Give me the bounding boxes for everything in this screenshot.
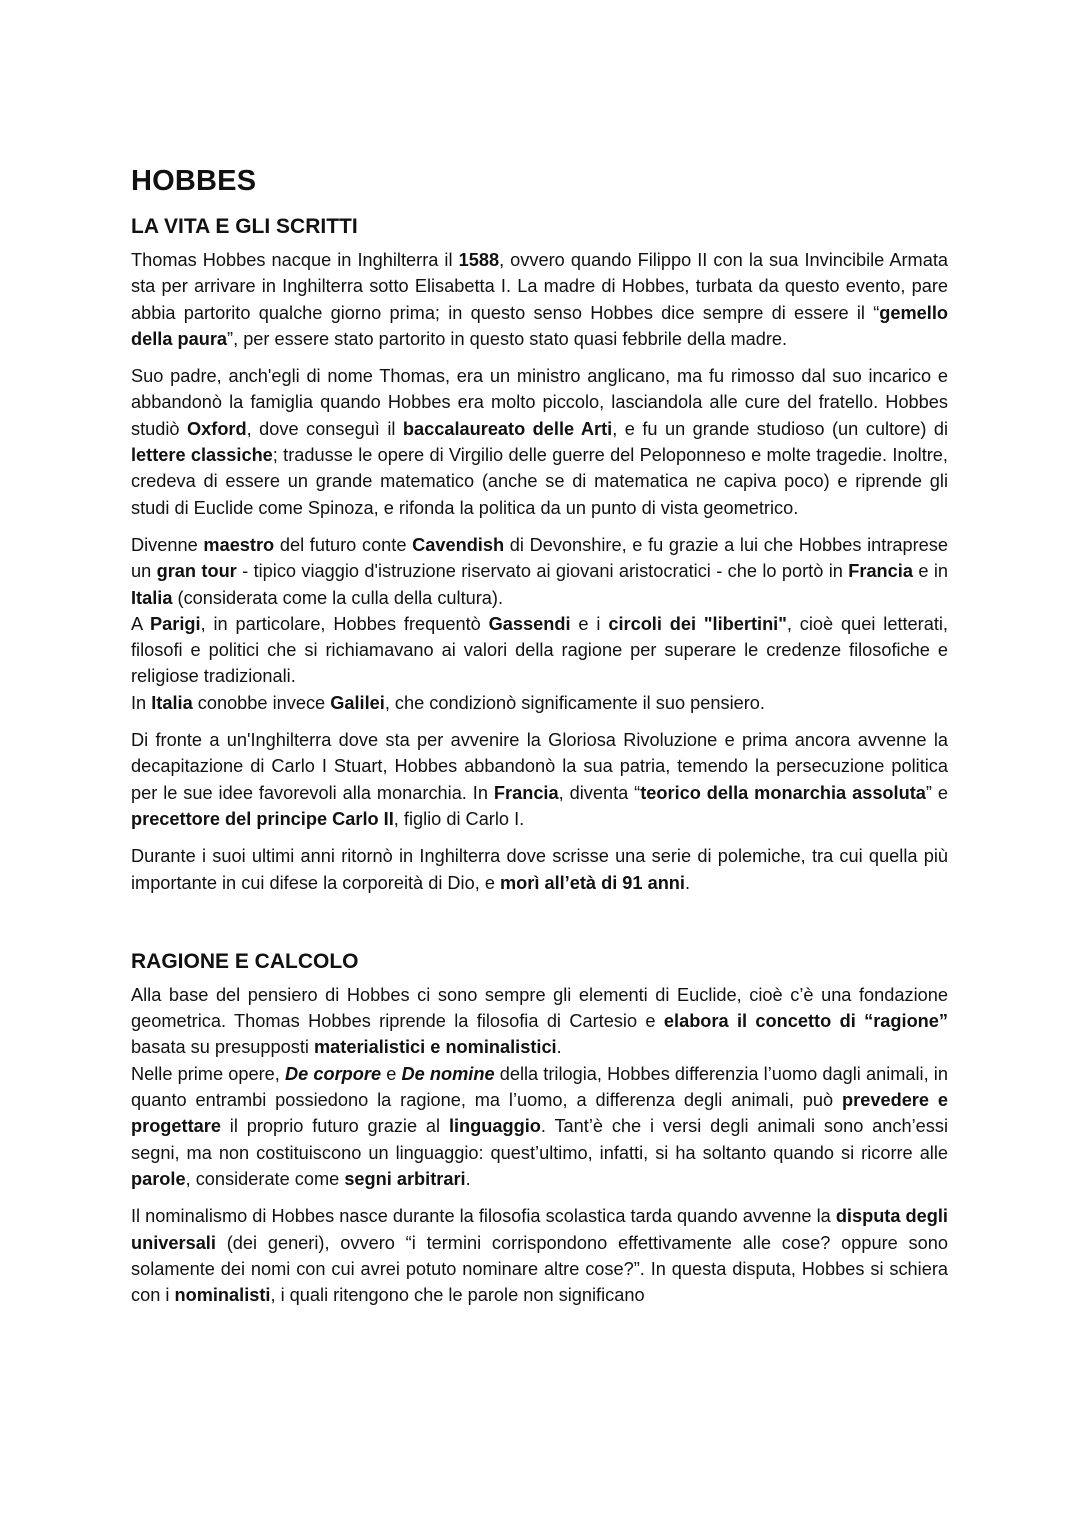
paragraph-parigi: A Parigi, in particolare, Hobbes frequentò Gassendi e i circoli dei "libertini", cioè quei letterati, filosofi e politici che si richiamavano ai valori della ragione per superare le credenze filosofiche e religiose tradizionali. xyxy=(131,613,948,687)
section-heading-vita: LA VITA E GLI SCRITTI xyxy=(131,215,358,238)
paragraph-nominalismo: Il nominalismo di Hobbes nasce durante la filosofia scolastica tarda quando avvenne la disputa degli universali (dei generi), ovvero “i termini corrispondono effettivamente alle cose? oppure sono solamente dei nomi con cui avrei potuto nominare altre cose?”. In questa disputa, Hobbes si schiera con i nominalisti, i quali ritengono che le parole non significano xyxy=(131,1206,948,1306)
section-heading-ragione: RAGIONE E CALCOLO xyxy=(131,949,359,973)
paragraph-birth: Thomas Hobbes nacque in Inghilterra il 1588, ovvero quando Filippo II con la sua Invincibile Armata sta per arrivare in Inghilterra sotto Elisabetta I. La madre di Hobbes, turbata da questo evento, pare abbia partorito qualche giorno prima; in questo senso Hobbes dice sempre di essere il “gemello della paura”, per essere stato partorito in questo stato quasi febbrile della madre. xyxy=(131,250,948,349)
paragraph-ultimi-anni: Durante i suoi ultimi anni ritornò in Inghilterra dove scrisse una serie di polemiche, tra cui quella più importante in cui difese la corporeità di Dio, e morì all’età di 91 anni. xyxy=(131,846,948,893)
paragraph-italia: In Italia conobbe invece Galilei, che condizionò significamente il suo pensiero. xyxy=(131,692,765,713)
paragraph-father: Suo padre, anch'egli di nome Thomas, era un ministro anglicano, ma fu rimosso dal suo incarico e abbandonò la famiglia quando Hobbes era molto piccolo, lasciandola alle cure del fratello. Hobbes studiò Oxford, dove conseguì il baccalaureato delle Arti, e fu un grande studioso (un cultore) di lettere classiche; tradusse le opere di Virgilio delle guerre del Peloponneso e molte tragedie. Inoltre, credeva di essere un grande matematico (anche se di matematica ne capiva poco) e riprende gli studi di Euclide come Spinoza, e rifonda la politica da un punto di vista geometrico. xyxy=(131,366,949,518)
document-page xyxy=(131,163,948,1319)
paragraph-cavendish: Divenne maestro del futuro conte Cavendish di Devonshire, e fu grazie a lui che Hobbes intraprese un gran tour - tipico viaggio d'istruzione riservato ai giovani aristocratici - che lo portò in Francia e in Italia (considerata come la culla della cultura). xyxy=(131,534,948,608)
paragraph-esilio: Di fronte a un'Inghilterra dove sta per avvenire la Gloriosa Rivoluzione e prima ancora avvenne la decapitazione di Carlo I Stuart, Hobbes abbandonò la sua patria, temendo la persecuzione politica per le sue idee favorevoli alla monarchia. In Francia, diventa “teorico della monarchia assoluta” e precettore del principe Carlo II, figlio di Carlo I. xyxy=(131,730,948,829)
paragraph-euclide: Alla base del pensiero di Hobbes ci sono sempre gli elementi di Euclide, cioè c’è una fondazione geometrica. Thomas Hobbes riprende la filosofia di Cartesio e elabora il concetto di “ragione” basata su presupposti materialistici e nominalistici. xyxy=(131,984,948,1058)
document-title: HOBBES xyxy=(131,165,257,197)
paragraph-linguaggio: Nelle prime opere, De corpore e De nomine della trilogia, Hobbes differenzia l’uomo dagli animali, in quanto entrambi possiedono la ragione, ma l’uomo, a differenza degli animali, può prevedere e progettare il proprio futuro grazie al linguaggio. Tant’è che i versi degli animali sono anch’essi segni, ma non costituiscono un linguaggio: quest’ultimo, infatti, si ha soltanto quando si ricorre alle parole, considerate come segni arbitrari. xyxy=(131,1063,949,1189)
